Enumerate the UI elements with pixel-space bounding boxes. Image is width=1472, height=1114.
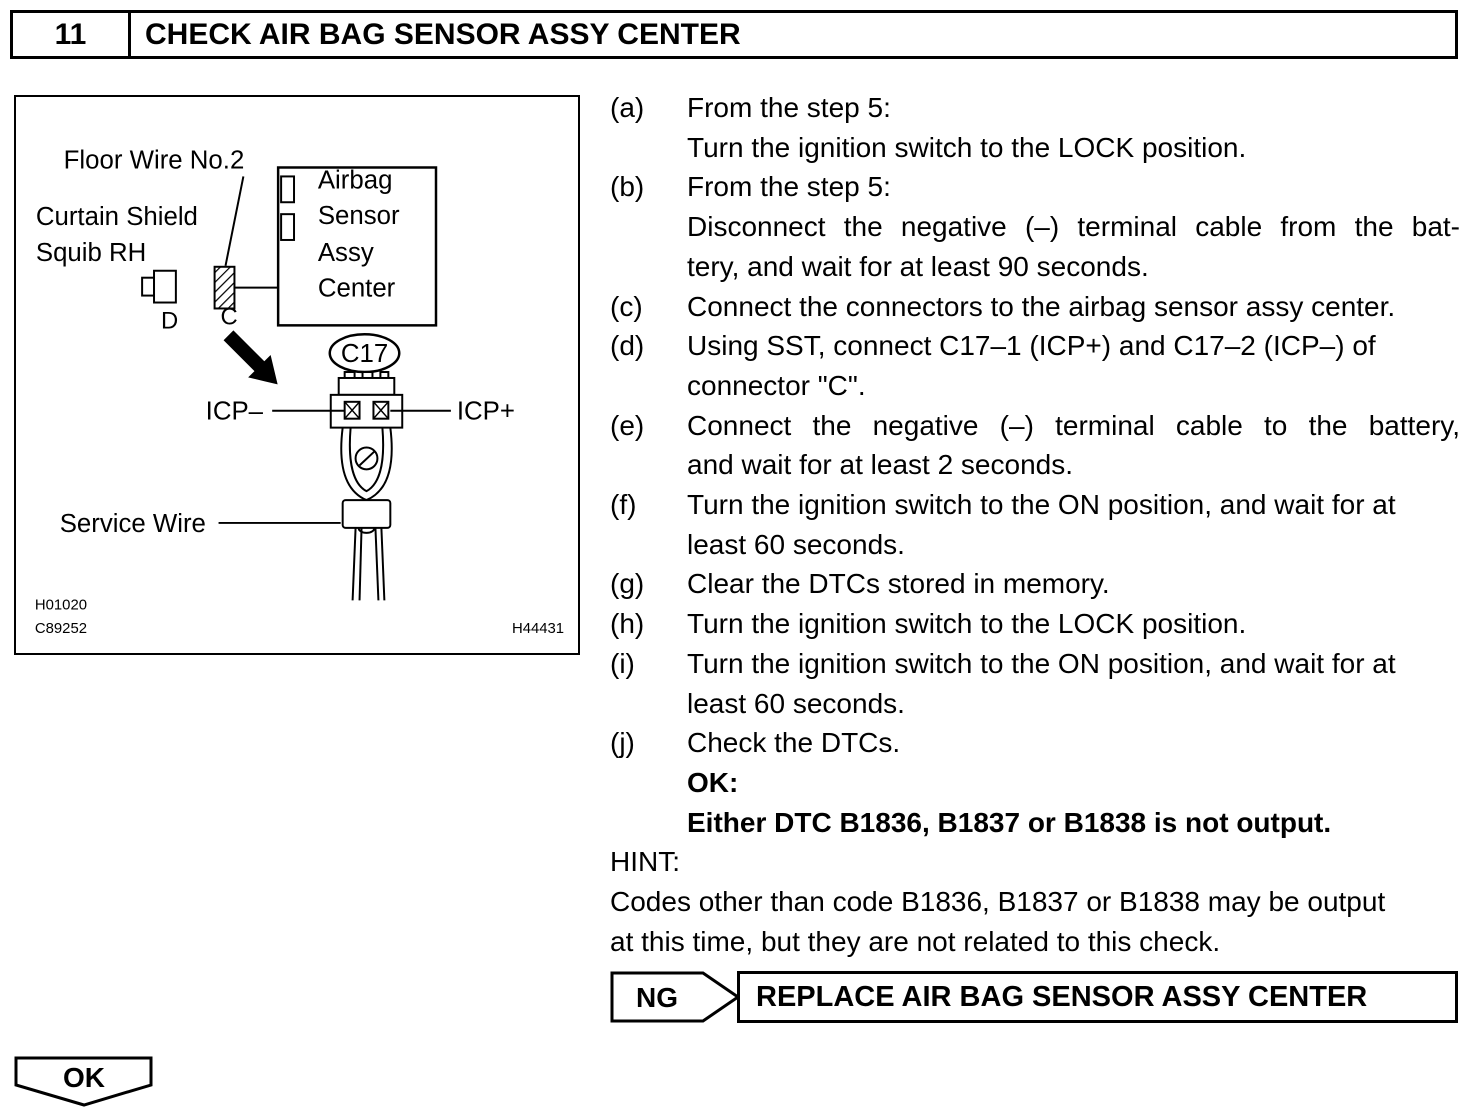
step-line: From the step 5:	[687, 92, 891, 123]
step-text	[687, 485, 1460, 564]
step-item	[610, 167, 1460, 286]
icp-minus-label: ICP–	[205, 397, 264, 426]
curtain-shield-label-line1: Curtain Shield	[35, 203, 198, 232]
hint-line: at this time, but they are not related to this check.	[610, 925, 1221, 957]
ng-action-box	[737, 971, 1458, 1023]
ok-label: OK	[63, 1062, 105, 1093]
sensor-box-text-4: Center	[317, 274, 396, 303]
step-text	[687, 564, 1460, 604]
step-item	[610, 723, 1460, 842]
step-text	[687, 167, 1460, 286]
icp-plus-label: ICP+	[456, 397, 515, 426]
step-letter: (b)	[610, 171, 645, 203]
step-letter: (g)	[610, 568, 645, 600]
step-line: Turn the ignition switch to the ON position, and wait for at	[687, 489, 1396, 521]
step-letter: (d)	[610, 330, 645, 362]
step-letter: (c)	[610, 290, 643, 322]
ng-arrow-shape	[610, 971, 742, 1023]
ng-callout	[610, 971, 1458, 1023]
step-text	[687, 406, 1460, 485]
instructions-column	[610, 88, 1460, 961]
squib-connector-drawing	[331, 372, 402, 600]
step-line: From the step 5:	[687, 171, 891, 203]
step-text	[687, 287, 1460, 327]
step-item	[610, 326, 1460, 405]
floor-wire-label: Floor Wire No.2	[63, 146, 245, 175]
step-text	[687, 326, 1460, 405]
figure-ref-code-1: H01020	[34, 597, 87, 614]
figure-ref-code-3: H44431	[511, 621, 565, 638]
sensor-box-text-3: Assy	[317, 238, 374, 267]
step-line: Connect the connectors to the airbag sensor assy center.	[687, 290, 1396, 322]
step-line: Turn the ignition switch to the LOCK position.	[687, 608, 1247, 640]
floor-wire-pointer-line	[226, 176, 244, 265]
step-line: Turn the ignition switch to the ON position, and wait for at	[687, 647, 1396, 679]
step-line: least 60 seconds.	[687, 528, 905, 560]
step-line: Turn the ignition switch to the LOCK position.	[687, 131, 1247, 163]
steps-list	[610, 88, 1460, 842]
step-letter: (i)	[610, 647, 635, 679]
step-line: Using SST, connect C17–1 (ICP+) and C17–2 (ICP–) of	[687, 330, 1376, 362]
step-item	[610, 644, 1460, 723]
c17-oval	[330, 334, 400, 372]
page-title: CHECK AIR BAG SENSOR ASSY CENTER	[145, 17, 741, 51]
figure-box	[14, 95, 580, 655]
arrow-icon	[217, 324, 289, 396]
step-item	[610, 485, 1460, 564]
step-line: Clear the DTCs stored in memory.	[687, 568, 1110, 600]
step-item	[610, 406, 1460, 485]
step-line: Either DTC B1836, B1837 or B1838 is not output.	[687, 806, 1332, 838]
figure-ref-code-2: C89252	[34, 621, 87, 638]
step-text	[687, 88, 1460, 167]
figure-diagram	[16, 97, 578, 653]
step-line: tery, and wait for at least 90 seconds.	[687, 250, 1149, 282]
c17-label: C17	[340, 340, 389, 369]
ng-action-text: REPLACE AIR BAG SENSOR ASSY CENTER	[756, 980, 1368, 1013]
step-text	[687, 723, 1460, 842]
step-item	[610, 564, 1460, 604]
step-number: 11	[13, 13, 131, 56]
step-line: least 60 seconds.	[687, 687, 905, 719]
hint-line: Codes other than code B1836, B1837 or B1838 may be output	[610, 886, 1386, 918]
connector-c-label: C	[220, 303, 238, 331]
step-line: Disconnect the negative (–) terminal cable from the bat-	[687, 211, 1460, 243]
step-line: Check the DTCs.	[687, 727, 901, 759]
step-item	[610, 604, 1460, 644]
step-letter: (h)	[610, 608, 645, 640]
service-wire-label: Service Wire	[59, 509, 206, 538]
step-item	[610, 287, 1460, 327]
step-letter: (a)	[610, 92, 645, 123]
step-line: connector "C".	[687, 369, 866, 401]
sensor-assy-box	[278, 166, 436, 325]
step-text	[687, 644, 1460, 723]
hint-label: HINT:	[610, 846, 680, 878]
squib-plug-drawing	[142, 271, 178, 335]
step-letter: (j)	[610, 727, 635, 759]
ok-shape	[14, 1056, 154, 1108]
step-header	[10, 10, 1458, 59]
step-line: OK:	[687, 766, 739, 798]
step-item	[610, 88, 1460, 167]
curtain-shield-label-line2: Squib RH	[35, 238, 147, 267]
sensor-box-text-2: Sensor	[317, 202, 400, 231]
step-line: and wait for at least 2 seconds.	[687, 449, 1073, 481]
hatched-connector-drawing	[215, 267, 279, 331]
step-text	[687, 604, 1460, 644]
step-line: Connect the negative (–) terminal cable to the battery,	[687, 409, 1460, 441]
connector-d-label: D	[160, 307, 179, 335]
step-letter: (e)	[610, 409, 645, 441]
ng-label: NG	[636, 982, 678, 1013]
hint-block	[610, 842, 1460, 961]
step-letter: (f)	[610, 489, 637, 521]
sensor-box-text-1: Airbag	[317, 166, 393, 195]
